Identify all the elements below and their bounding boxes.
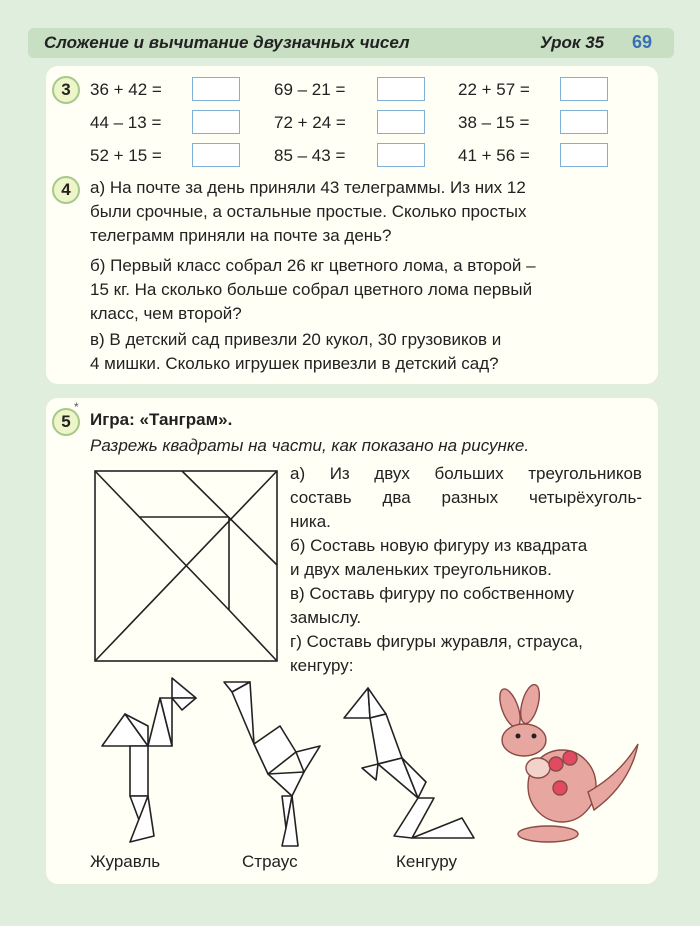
text-line: замыслу. <box>290 608 362 627</box>
text-line: б) Первый класс собрал 26 кг цветного лома, а второй – <box>90 256 536 275</box>
answer-box[interactable] <box>192 143 240 167</box>
tangram-square <box>94 470 278 662</box>
crane-caption: Журавль <box>90 852 161 871</box>
crane-figure <box>100 676 210 848</box>
text-line: в) В детский сад привезли 20 кукол, 30 грузовиков и <box>90 330 502 349</box>
task-5-number: 5 <box>52 408 80 436</box>
text-line: 15 кг. На сколько больше собрал цветного лома первый <box>90 280 533 299</box>
equation: 22 + 57 = <box>458 80 530 99</box>
tangram-panel <box>46 398 658 884</box>
header-title: Сложение и вычитание двузначных чисел <box>44 33 410 52</box>
text-line: ника. <box>290 512 331 531</box>
text-line: а) Из двух больших треугольников <box>290 464 642 483</box>
text-line: класс, чем второй? <box>90 304 242 323</box>
answer-box[interactable] <box>560 110 608 134</box>
text-line: телеграмм приняли на почте за день? <box>90 226 392 245</box>
answer-box[interactable] <box>192 110 240 134</box>
task-5-title: Игра: «Танграм». <box>90 410 233 429</box>
equation: 44 – 13 = <box>90 113 162 132</box>
answer-box[interactable] <box>560 143 608 167</box>
answer-box[interactable] <box>560 77 608 101</box>
text-line: были срочные, а остальные простые. Сколько простых <box>90 202 527 221</box>
page-number: 69 <box>632 32 653 52</box>
lesson-label: Урок 35 <box>540 33 605 52</box>
answer-box[interactable] <box>377 143 425 167</box>
equation: 85 – 43 = <box>274 146 346 165</box>
equation: 69 – 21 = <box>274 80 346 99</box>
kangaroo-figure <box>342 686 482 848</box>
page-header <box>28 28 674 58</box>
text-line: б) Составь новую фигуру из квадрата <box>290 536 588 555</box>
kangaroo-caption: Кенгуру <box>396 852 458 871</box>
tasks-panel <box>46 66 658 384</box>
equation: 41 + 56 = <box>458 146 530 165</box>
ostrich-figure <box>220 678 340 850</box>
text-line: а) На почте за день приняли 43 телеграммы. Из них 12 <box>90 178 526 197</box>
text-line: кенгуру: <box>290 656 354 675</box>
ostrich-caption: Страус <box>242 852 298 871</box>
task-4a <box>90 176 610 248</box>
text-line: составь два разных четырёхуголь- <box>290 488 642 507</box>
answer-box[interactable] <box>377 110 425 134</box>
task-4b <box>90 254 610 326</box>
answer-box[interactable] <box>377 77 425 101</box>
task-5-subtitle: Разрежь квадраты на части, как показано на рисунке. <box>90 436 530 455</box>
star-mark: * <box>74 400 79 414</box>
task-4-number: 4 <box>52 176 80 204</box>
equation: 38 – 15 = <box>458 113 530 132</box>
text-line: г) Составь фигуры журавля, страуса, <box>290 632 583 651</box>
task-5-items <box>290 462 642 678</box>
task-3-number: 3 <box>52 76 80 104</box>
task-4c <box>90 328 610 376</box>
text-line: 4 мишки. Сколько игрушек привезли в детский сад? <box>90 354 499 373</box>
text-line: в) Составь фигуру по собственному <box>290 584 575 603</box>
answer-box[interactable] <box>192 77 240 101</box>
equation: 36 + 42 = <box>90 80 162 99</box>
text-line: и двух маленьких треугольников. <box>290 560 552 579</box>
equation: 52 + 15 = <box>90 146 162 165</box>
kangaroo-illustration <box>490 684 642 846</box>
equation: 72 + 24 = <box>274 113 346 132</box>
